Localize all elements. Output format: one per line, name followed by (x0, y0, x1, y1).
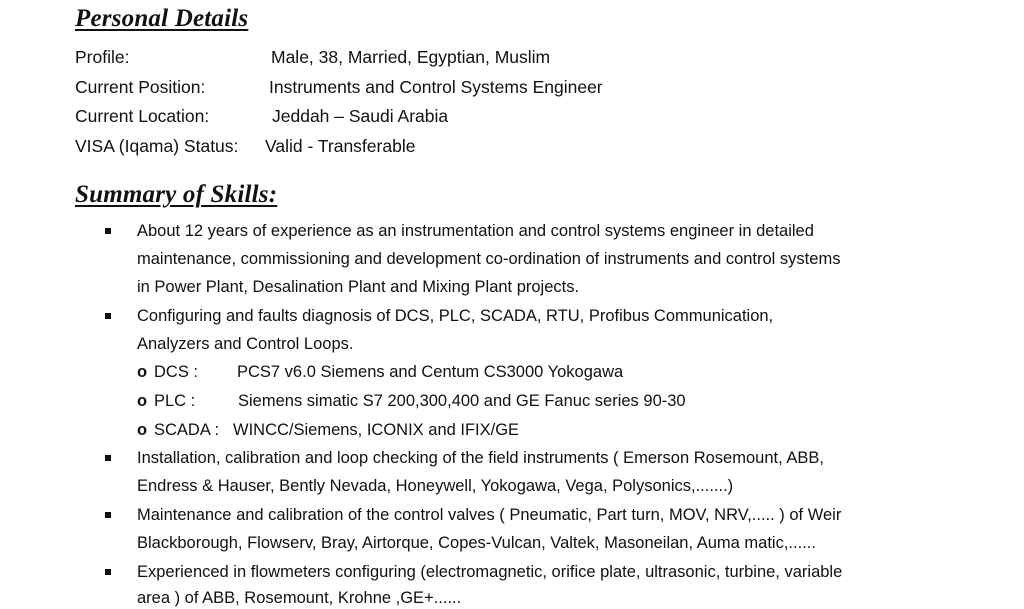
bullet-square-icon (105, 228, 111, 234)
skill-text-line: About 12 years of experience as an instrumentation and control systems engineer in detailed (137, 222, 814, 240)
detail-value: Male, 38, Married, Egyptian, Muslim (271, 47, 551, 67)
detail-value: Jeddah – Saudi Arabia (272, 106, 449, 126)
sub-item-label: SCADA : (154, 421, 220, 439)
skill-text-line: Installation, calibration and loop checking of the field instruments ( Emerson Rosemount, ABB, (137, 449, 824, 467)
detail-label: Current Location: (75, 106, 210, 126)
sub-item-label: PLC : (154, 392, 196, 410)
detail-label: VISA (Iqama) Status: (75, 136, 239, 156)
skill-text-line: Maintenance and calibration of the control valves ( Pneumatic, Part turn, MOV, NRV,..... ) of Weir (137, 506, 842, 524)
sub-bullet-marker: o (137, 392, 148, 410)
skill-text-line: Blackborough, Flowserv, Bray, Airtorque, Copes-Vulcan, Valtek, Masoneilan, Auma matic,...... (137, 534, 816, 552)
summary-of-skills-heading: Summary of Skills: (75, 181, 278, 208)
sub-item-value: WINCC/Siemens, ICONIX and IFIX/GE (233, 421, 520, 439)
sub-bullet-marker: o (137, 421, 148, 439)
personal-details-heading: Personal Details (75, 5, 249, 32)
bullet-square-icon (105, 569, 111, 575)
skill-text-line: area ) of ABB, Rosemount, Krohne ,GE+...... (137, 589, 462, 607)
skill-text-line: Analyzers and Control Loops. (137, 335, 354, 353)
detail-value: Valid - Transferable (265, 136, 416, 156)
sub-item-value: Siemens simatic S7 200,300,400 and GE Fanuc series 90-30 (238, 392, 686, 410)
skill-text-line: maintenance, commissioning and development co-ordination of instruments and control systems (137, 250, 841, 268)
skill-text-line: Endress & Hauser, Bently Nevada, Honeywell, Yokogawa, Vega, Polysonics,.......) (137, 477, 734, 495)
sub-item-label: DCS : (154, 363, 199, 381)
skill-text-line: in Power Plant, Desalination Plant and Mixing Plant projects. (137, 278, 580, 296)
bullet-square-icon (105, 313, 111, 319)
skill-text-line: Experienced in flowmeters configuring (electromagnetic, orifice plate, ultrasonic, turbine, variable (137, 563, 843, 581)
skill-text-line: Configuring and faults diagnosis of DCS, PLC, SCADA, RTU, Profibus Communication, (137, 307, 774, 325)
sub-item-value: PCS7 v6.0 Siemens and Centum CS3000 Yokogawa (237, 363, 624, 381)
detail-label: Profile: (75, 47, 130, 67)
bullet-square-icon (105, 455, 111, 461)
bullet-square-icon (105, 512, 111, 518)
detail-value: Instruments and Control Systems Engineer (269, 77, 603, 97)
sub-bullet-marker: o (137, 363, 148, 381)
detail-label: Current Position: (75, 77, 206, 97)
